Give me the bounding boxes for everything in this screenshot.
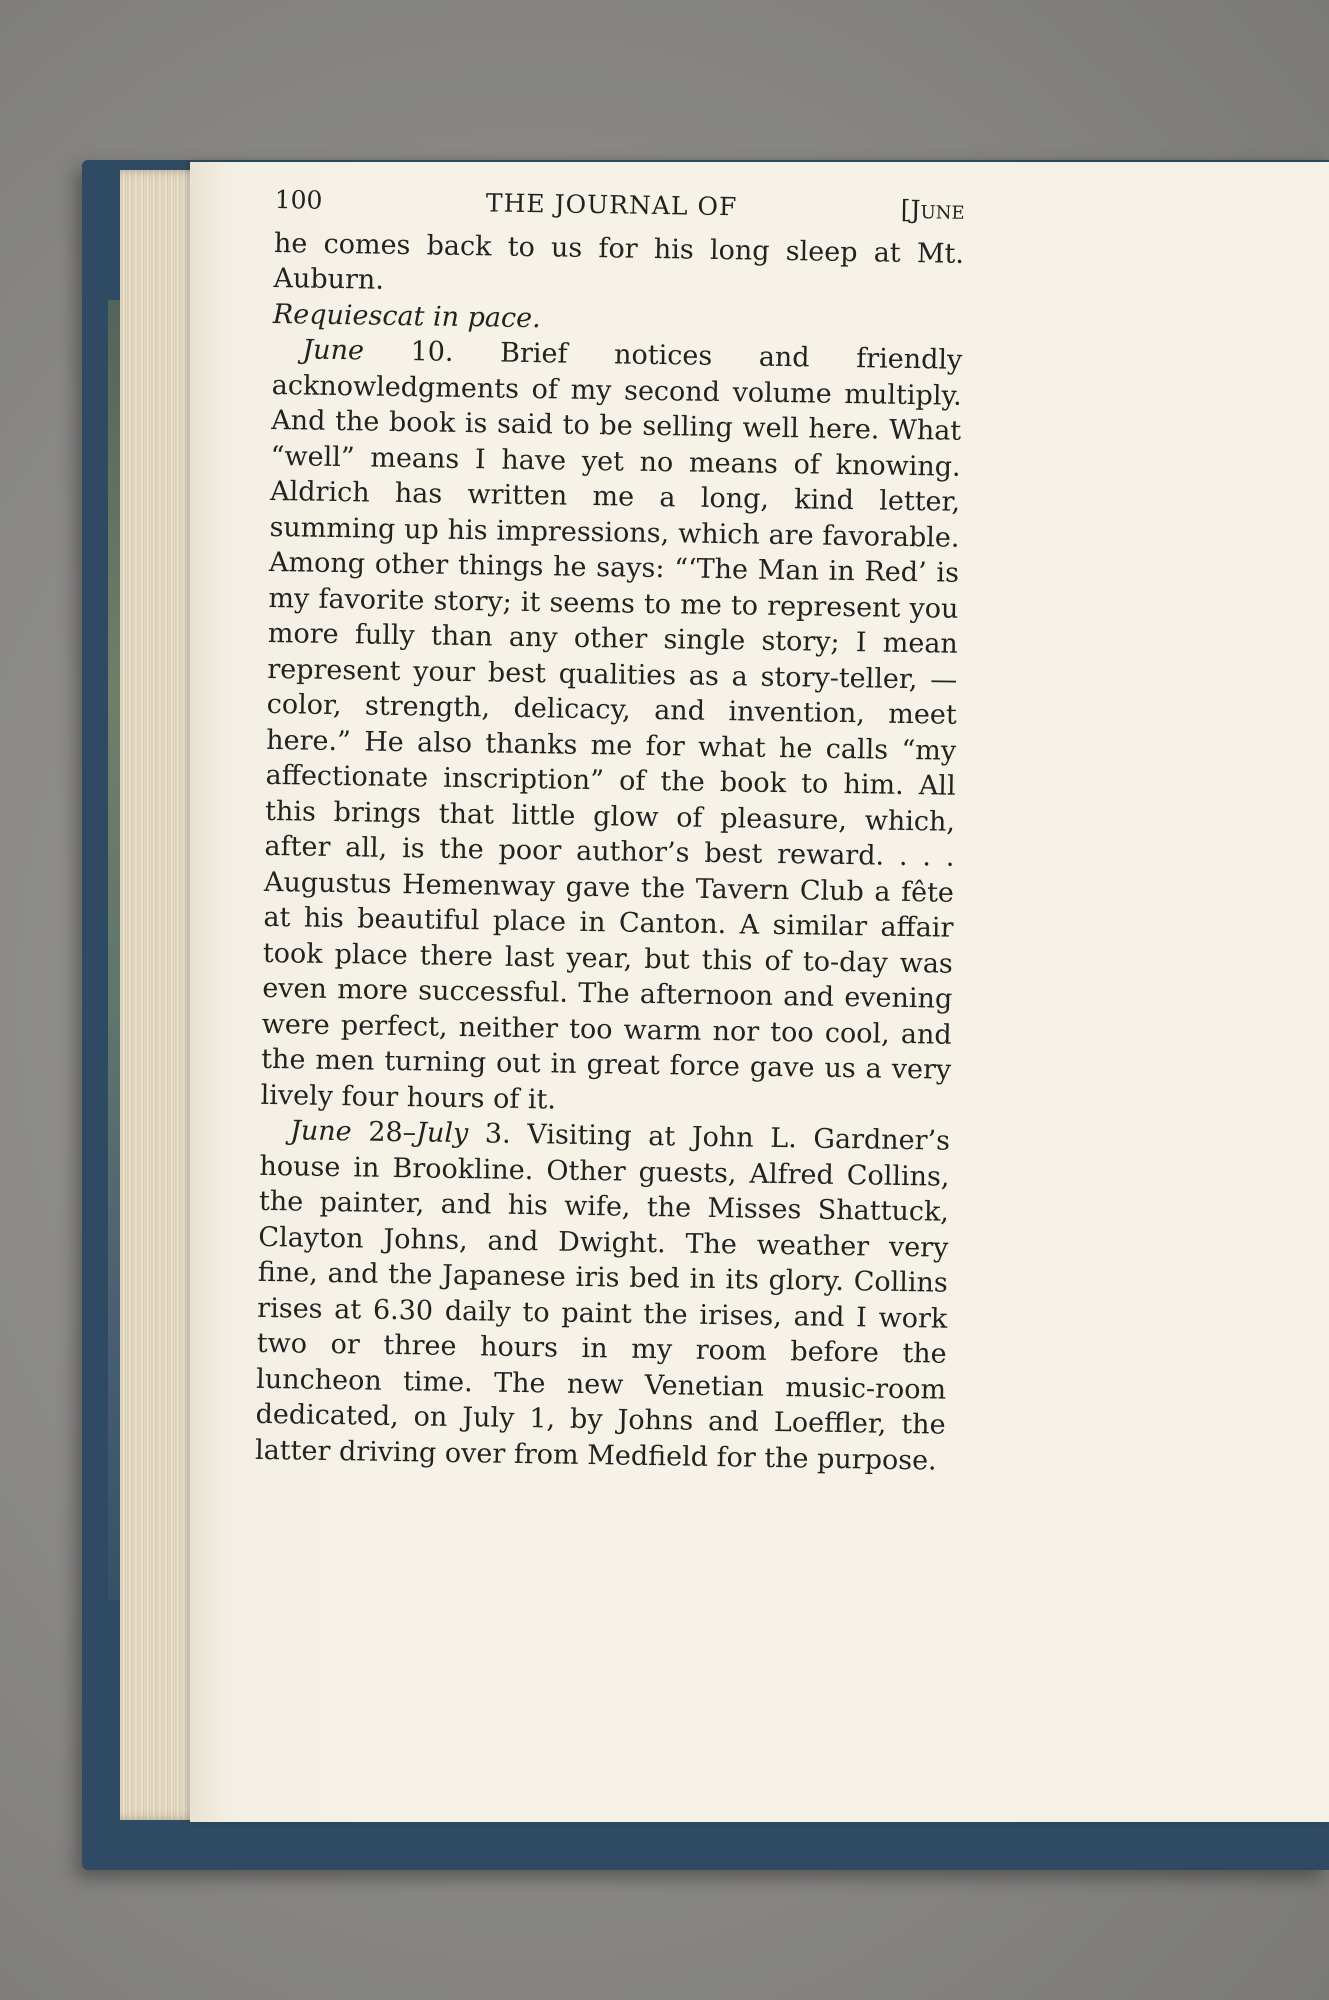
entry-june-10 [260,332,962,1124]
requiescat-text: Requiescat in pace. [272,298,541,334]
entry2-month-start: June [289,1115,352,1148]
entry2-day-end: 3. [484,1118,511,1150]
page-number: 100 [274,184,323,215]
entry2-month-end: July [415,1117,469,1150]
entry2-text: Visiting at John L. Gardner’s house in Brookline. Other guests, Alfred Collins, the painter, and his wife, the Misses Shattuck, Clayton Johns, and Dwight. The weather very fine, and the Japanese iris bed in its glory. Collins rises at 6.30 daily to paint the irises, and I work two or three hours in my room before the luncheon time. The new Venetian music-room dedicated, on July 1, by Johns and Loeffler, the latter driving over from Medfield for the purpose. [254,1119,951,1477]
continuation-text: he comes back to us for his long sleep at Mt. Auburn. [273,227,965,296]
entry-june-28-july-3 [255,1113,950,1479]
continuation-paragraph [273,225,965,342]
entry1-month: June [302,334,365,367]
entry2-day-start: 28– [368,1116,417,1149]
running-month: [June [900,194,965,225]
page-text [255,182,965,1479]
entry1-text: Brief notices and friendly acknowledgments of my second volume multiply. And the book is said to be selling well here. What “well” means I have yet no means of knowing. Aldrich has written me a long, kind letter, summing up his impressions, which are favorable. Among other things he says: “‘The Man in Red’ is my favorite story; it seems to me to represent you more fully than any other single story; I mean represent your best qualities as a story-teller, — color, strength, delicacy, and invention, meet here.” He also thanks me for what he calls “my affectionate inscription” of the book to him. All this brings that little glow of pleasure, which, after all, is the poor author’s best reward. . . . Augustus Hemenway gave the Tavern Club a fête at his beautiful place in Canton. A similar affair took place there last year, but this of to-day was even more successful. The afternoon and evening were perfect, neither too warm nor too cool, and the men turning out in great force gave us a very lively four hours of it. [260,337,963,1116]
running-title: THE JOURNAL OF [485,188,738,222]
entry1-day: 10. [410,336,454,368]
